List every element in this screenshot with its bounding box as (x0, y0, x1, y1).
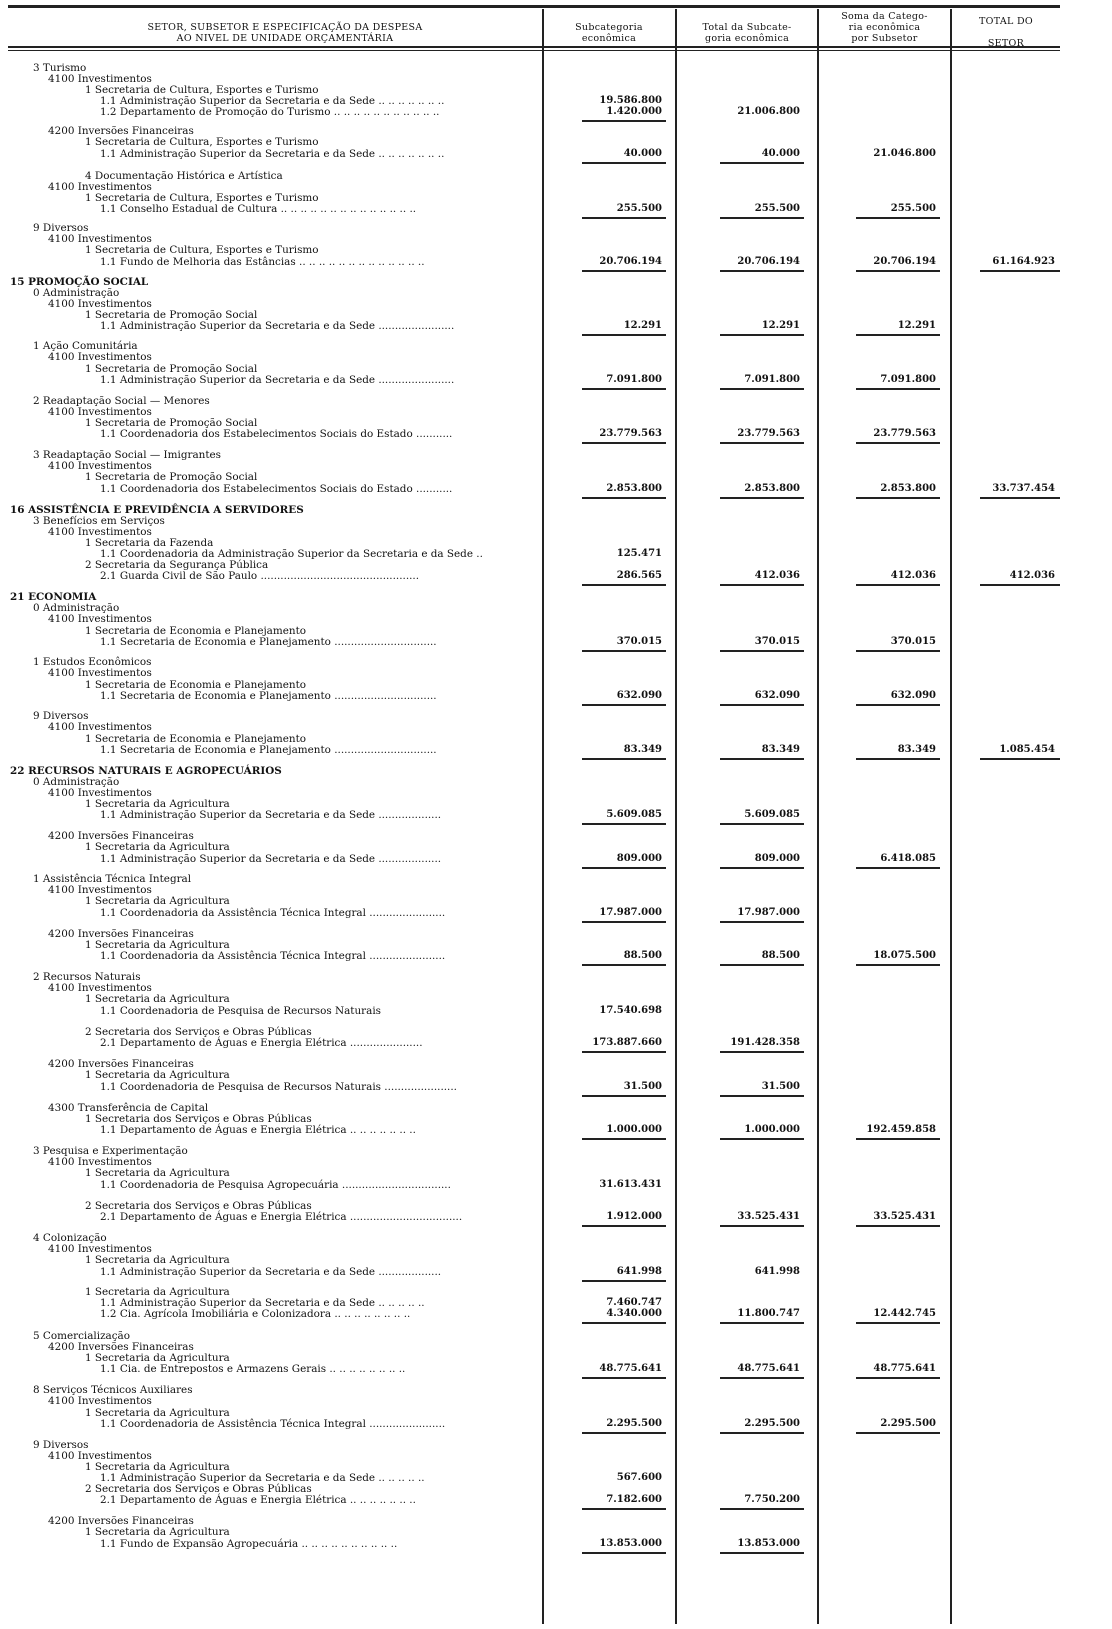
header-soma-line2: ria econômica (848, 22, 921, 33)
total-subcategoria-value: 23.779.563 (737, 428, 800, 439)
line-item-label: 1.1 Secretaria de Economia e Planejamento ............................... (100, 690, 437, 702)
line-item-label: 1.1 Administração Superior da Secretaria e da Sede .. .. .. .. .. .. .. (100, 95, 445, 107)
line-item-label: 4100 Investimentos (48, 73, 152, 85)
line-item-label: 1 Ação Comunitária (33, 340, 138, 352)
header-soma-categoria (819, 11, 950, 47)
line-item-label: 1.1 Administração Superior da Secretaria e da Sede .. .. .. .. .. .. .. (100, 148, 445, 160)
total-subcategoria-value: 11.800.747 (737, 1308, 800, 1319)
line-item-label: 1.1 Cia. de Entrepostos e Armazens Gerais .. .. .. .. .. .. .. .. (100, 1363, 406, 1375)
line-item-label: 1 Secretaria da Agricultura (85, 1167, 230, 1179)
line-item-label: 1.1 Fundo de Melhoria das Estâncias .. .. .. .. .. .. .. .. .. .. .. .. .. (100, 256, 425, 268)
subcategoria-value: 2.853.800 (606, 483, 662, 494)
subcategoria-value: 31.613.431 (599, 1179, 662, 1190)
subcategoria-value: 7.091.800 (606, 374, 662, 385)
total-underline (582, 442, 666, 444)
line-item-label: 1.1 Coordenadoria de Pesquisa de Recursos Naturais (100, 1005, 381, 1017)
line-item-label: 1.1 Coordenadoria da Assistência Técnica Integral ....................... (100, 950, 446, 962)
line-item-label: 4100 Investimentos (48, 982, 152, 994)
total-underline (720, 704, 804, 706)
total-underline (856, 334, 940, 336)
line-item-label: 4200 Inversões Financeiras (48, 1515, 194, 1527)
line-item-label: 2 Recursos Naturais (33, 971, 141, 983)
line-item-label: 1 Secretaria da Agricultura (85, 939, 230, 951)
subcategoria-value: 2.295.500 (606, 1418, 662, 1429)
line-item-label: 4100 Investimentos (48, 526, 152, 538)
total-underline (980, 758, 1060, 760)
total-subcategoria-value: 12.291 (761, 320, 800, 331)
line-item-label: 0 Administração (33, 287, 120, 299)
total-subcategoria-value: 21.006.800 (737, 106, 800, 117)
total-underline (582, 1138, 666, 1140)
line-item-label: 4100 Investimentos (48, 351, 152, 363)
column-divider (817, 9, 819, 1624)
line-item-label: 1 Secretaria da Agricultura (85, 895, 230, 907)
total-underline (720, 921, 804, 923)
line-item-label: 1.1 Administração Superior da Secretaria e da Sede .. .. .. .. .. (100, 1297, 425, 1309)
line-item-label: 4100 Investimentos (48, 1450, 152, 1462)
line-item-label: 4100 Investimentos (48, 1243, 152, 1255)
total-underline (582, 1051, 666, 1053)
line-item-label: 4200 Inversões Financeiras (48, 1058, 194, 1070)
line-item-label: 4100 Investimentos (48, 613, 152, 625)
subcategoria-value: 370.015 (616, 636, 662, 647)
line-item-label: 3 Benefícios em Serviços (33, 515, 165, 527)
total-underline (582, 704, 666, 706)
total-underline (720, 1432, 804, 1434)
total-subcategoria-value: 17.987.000 (737, 907, 800, 918)
total-underline (856, 704, 940, 706)
line-item-label: 2 Secretaria da Segurança Pública (85, 559, 269, 571)
line-item-label: 1.1 Coordenadoria de Pesquisa de Recursos Naturais ...................... (100, 1081, 457, 1093)
total-setor-value: 33.737.454 (992, 483, 1055, 494)
subcategoria-value: 286.565 (616, 570, 662, 581)
total-underline (720, 758, 804, 760)
line-item-label: 1.1 Departamento de Águas e Energia Elétrica .. .. .. .. .. .. .. (100, 1124, 416, 1136)
line-item-label: 1 Secretaria de Cultura, Esportes e Turismo (85, 136, 319, 148)
total-underline (856, 442, 940, 444)
line-item-label: 5 Comercialização (33, 1330, 131, 1342)
total-underline (856, 217, 940, 219)
soma-categoria-value: 412.036 (890, 570, 936, 581)
subcategoria-value: 20.706.194 (599, 256, 662, 267)
line-item-label: 4100 Investimentos (48, 233, 152, 245)
soma-categoria-value: 370.015 (890, 636, 936, 647)
line-item-label: 1.1 Coordenadoria da Assistência Técnica Integral ....................... (100, 907, 446, 919)
subcategoria-value: 567.600 (616, 1472, 662, 1483)
line-item-label: 4200 Inversões Financeiras (48, 125, 194, 137)
line-item-label: 1 Secretaria de Promoção Social (85, 309, 258, 321)
total-underline (720, 1225, 804, 1227)
total-underline (856, 388, 940, 390)
total-underline (856, 758, 940, 760)
total-underline (582, 120, 666, 122)
total-subcategoria-value: 13.853.000 (737, 1538, 800, 1549)
line-item-label: 2.1 Departamento de Águas e Energia Elétrica .. .. .. .. .. .. .. (100, 1494, 416, 1506)
subcategoria-value: 125.471 (616, 548, 662, 559)
header-total-setor-line2: SETOR (987, 38, 1025, 49)
line-item-label: 2.1 Departamento de Águas e Energia Elétrica ...................... (100, 1037, 423, 1049)
line-item-label: 1 Secretaria de Cultura, Esportes e Turismo (85, 244, 319, 256)
total-underline (582, 270, 666, 272)
subcategoria-value: 4.340.000 (606, 1308, 662, 1319)
line-item-label: 1.1 Coordenadoria de Pesquisa Agropecuária ................................. (100, 1179, 451, 1191)
line-item-label: 4100 Investimentos (48, 721, 152, 733)
soma-categoria-value: 2.853.800 (880, 483, 936, 494)
total-underline (720, 388, 804, 390)
total-underline (856, 270, 940, 272)
sector-heading: 21 ECONOMIA (10, 591, 97, 603)
total-underline (720, 1552, 804, 1554)
line-item-label: 1.1 Administração Superior da Secretaria e da Sede .. .. .. .. .. (100, 1472, 425, 1484)
line-item-label: 4200 Inversões Financeiras (48, 830, 194, 842)
subcategoria-value: 7.460.747 (606, 1297, 662, 1308)
total-underline (582, 867, 666, 869)
line-item-label: 1.1 Administração Superior da Secretaria e da Sede ................... (100, 853, 442, 865)
line-item-label: 4100 Investimentos (48, 667, 152, 679)
line-item-label: 1.1 Administração Superior da Secretaria e da Sede ................... (100, 1266, 442, 1278)
total-underline (582, 217, 666, 219)
total-underline (582, 162, 666, 164)
line-item-label: 1.1 Coordenadoria da Administração Superior da Secretaria e da Sede .. (100, 548, 483, 560)
total-subcategoria-value: 48.775.641 (737, 1363, 800, 1374)
total-underline (720, 650, 804, 652)
sector-heading: 15 PROMOÇÃO SOCIAL (10, 276, 149, 288)
soma-categoria-value: 6.418.085 (880, 853, 936, 864)
header-total-subcat-line1: Total da Subcate- (702, 22, 792, 33)
line-item-label: 4 Colonização (33, 1232, 107, 1244)
header-total-setor (952, 11, 1060, 47)
header-total-setor-line1: TOTAL DO (979, 16, 1033, 27)
total-underline (720, 1508, 804, 1510)
line-item-label: 4 Documentação Histórica e Artística (85, 170, 283, 182)
line-item-label: 3 Readaptação Social — Imigrantes (33, 449, 221, 461)
subcategoria-value: 1.912.000 (606, 1211, 662, 1222)
total-underline (856, 584, 940, 586)
total-underline (720, 867, 804, 869)
total-subcategoria-value: 412.036 (754, 570, 800, 581)
soma-categoria-value: 20.706.194 (873, 256, 936, 267)
header-total-subcat-line2: goria econômica (704, 33, 790, 44)
line-item-label: 9 Diversos (33, 1439, 89, 1451)
line-item-label: 1 Secretaria da Agricultura (85, 1254, 230, 1266)
line-item-label: 1 Secretaria de Economia e Planejamento (85, 679, 307, 691)
total-underline (720, 1138, 804, 1140)
subcategoria-value: 5.609.085 (606, 809, 662, 820)
line-item-label: 4100 Investimentos (48, 884, 152, 896)
line-item-label: 2.1 Guarda Civil de São Paulo ................................................ (100, 570, 420, 582)
soma-categoria-value: 48.775.641 (873, 1363, 936, 1374)
total-setor-value: 412.036 (1009, 570, 1055, 581)
total-underline (980, 584, 1060, 586)
line-item-label: 4100 Investimentos (48, 298, 152, 310)
line-item-label: 0 Administração (33, 602, 120, 614)
line-item-label: 1 Secretaria de Economia e Planejamento (85, 625, 307, 637)
line-item-label: 3 Turismo (33, 62, 87, 74)
column-divider (542, 9, 544, 1624)
line-item-label: 1.1 Conselho Estadual de Cultura .. .. .. .. .. .. .. .. .. .. .. .. .. .. (100, 203, 417, 215)
line-item-label: 4100 Investimentos (48, 1395, 152, 1407)
total-underline (856, 964, 940, 966)
line-item-label: 3 Pesquisa e Experimentação (33, 1145, 188, 1157)
line-item-label: 8 Serviços Técnicos Auxiliares (33, 1384, 193, 1396)
total-underline (720, 964, 804, 966)
line-item-label: 9 Diversos (33, 222, 89, 234)
total-subcategoria-value: 40.000 (761, 148, 800, 159)
header-soma-line1: Soma da Catego- (841, 11, 928, 22)
total-underline (856, 867, 940, 869)
line-item-label: 1 Secretaria da Agricultura (85, 993, 230, 1005)
total-subcategoria-value: 5.609.085 (744, 809, 800, 820)
total-underline (856, 1225, 940, 1227)
total-underline (856, 650, 940, 652)
line-item-label: 1 Secretaria de Economia e Planejamento (85, 733, 307, 745)
total-subcategoria-value: 1.000.000 (744, 1124, 800, 1135)
line-item-label: 1 Secretaria de Promoção Social (85, 471, 258, 483)
header-subcat-line1: Subcategoria (575, 22, 643, 33)
total-underline (582, 823, 666, 825)
line-item-label: 1.1 Fundo de Expansão Agropecuária .. .. .. .. .. .. .. .. .. .. (100, 1538, 398, 1550)
total-underline (582, 334, 666, 336)
subcategoria-value: 7.182.600 (606, 1494, 662, 1505)
total-underline (720, 270, 804, 272)
total-subcategoria-value: 191.428.358 (730, 1037, 800, 1048)
line-item-label: 1 Secretaria de Promoção Social (85, 417, 258, 429)
soma-categoria-value: 33.525.431 (873, 1211, 936, 1222)
total-underline (582, 1095, 666, 1097)
total-underline (856, 1138, 940, 1140)
total-subcategoria-value: 7.091.800 (744, 374, 800, 385)
line-item-label: 1 Secretaria de Cultura, Esportes e Turismo (85, 84, 319, 96)
total-underline (856, 1432, 940, 1434)
subcategoria-value: 632.090 (616, 690, 662, 701)
total-setor-value: 1.085.454 (999, 744, 1055, 755)
sector-heading: 22 RECURSOS NATURAIS E AGROPECUÁRIOS (10, 765, 282, 777)
line-item-label: 1.1 Administração Superior da Secretaria e da Sede ....................... (100, 320, 455, 332)
line-item-label: 1.1 Administração Superior da Secretaria e da Sede ................... (100, 809, 442, 821)
line-item-label: 1 Secretaria da Agricultura (85, 1407, 230, 1419)
total-subcategoria-value: 31.500 (761, 1081, 800, 1092)
total-underline (720, 1095, 804, 1097)
line-item-label: 4100 Investimentos (48, 460, 152, 472)
line-item-label: 1.1 Secretaria de Economia e Planejamento ............................... (100, 744, 437, 756)
line-item-label: 4300 Transferência de Capital (48, 1102, 209, 1114)
line-item-label: 9 Diversos (33, 710, 89, 722)
subcategoria-value: 88.500 (623, 950, 662, 961)
header-total-subcategoria (677, 22, 817, 58)
line-item-label: 4200 Inversões Financeiras (48, 928, 194, 940)
line-item-label: 1 Secretaria dos Serviços e Obras Públicas (85, 1113, 312, 1125)
line-item-label: 4100 Investimentos (48, 406, 152, 418)
soma-categoria-value: 12.291 (897, 320, 936, 331)
subcategoria-value: 19.586.800 (599, 95, 662, 106)
subcategoria-value: 48.775.641 (599, 1363, 662, 1374)
total-underline (582, 497, 666, 499)
subcategoria-value: 255.500 (616, 203, 662, 214)
total-underline (856, 1322, 940, 1324)
line-item-label: 1 Secretaria da Agricultura (85, 1286, 230, 1298)
top-rule (8, 5, 1060, 8)
subcategoria-value: 13.853.000 (599, 1538, 662, 1549)
line-item-label: 1.1 Coordenadoria dos Estabelecimentos Sociais do Estado ........... (100, 428, 453, 440)
total-underline (720, 497, 804, 499)
subcategoria-value: 1.420.000 (606, 106, 662, 117)
total-subcategoria-value: 83.349 (761, 744, 800, 755)
total-underline (582, 1322, 666, 1324)
subcategoria-value: 17.987.000 (599, 907, 662, 918)
line-item-label: 1.1 Coordenadoria dos Estabelecimentos Sociais do Estado ........... (100, 483, 453, 495)
total-underline (582, 1552, 666, 1554)
total-subcategoria-value: 255.500 (754, 203, 800, 214)
total-underline (582, 388, 666, 390)
line-item-label: 1 Secretaria da Agricultura (85, 1352, 230, 1364)
soma-categoria-value: 12.442.745 (873, 1308, 936, 1319)
header-specification (40, 22, 530, 58)
column-divider (950, 9, 952, 1624)
line-item-label: 1 Secretaria da Agricultura (85, 1461, 230, 1473)
line-item-label: 1 Assistência Técnica Integral (33, 873, 192, 885)
line-item-label: 2 Secretaria dos Serviços e Obras Públicas (85, 1026, 312, 1038)
header-subcat-line2: econômica (581, 33, 637, 44)
line-item-label: 1 Secretaria da Fazenda (85, 537, 214, 549)
subcategoria-value: 31.500 (623, 1081, 662, 1092)
total-underline (720, 217, 804, 219)
sector-heading: 16 ASSISTÊNCIA E PREVIDÊNCIA A SERVIDORES (10, 504, 304, 516)
total-underline (582, 921, 666, 923)
total-subcategoria-value: 809.000 (754, 853, 800, 864)
line-item-label: 1 Secretaria da Agricultura (85, 841, 230, 853)
line-item-label: 1 Secretaria da Agricultura (85, 1069, 230, 1081)
total-underline (720, 1322, 804, 1324)
soma-categoria-value: 21.046.800 (873, 148, 936, 159)
line-item-label: 4100 Investimentos (48, 1156, 152, 1168)
line-item-label: 4200 Inversões Financeiras (48, 1341, 194, 1353)
total-underline (582, 650, 666, 652)
line-item-label: 2 Secretaria dos Serviços e Obras Públicas (85, 1200, 312, 1212)
total-subcategoria-value: 641.998 (754, 1266, 800, 1277)
line-item-label: 1.2 Cia. Agrícola Imobiliária e Colonizadora .. .. .. .. .. .. .. .. (100, 1308, 411, 1320)
total-underline (582, 758, 666, 760)
subcategoria-value: 23.779.563 (599, 428, 662, 439)
total-underline (720, 823, 804, 825)
header-spec-line2: AO NIVEL DE UNIDADE ORÇAMENTÁRIA (176, 33, 394, 44)
total-underline (856, 1377, 940, 1379)
total-setor-value: 61.164.923 (992, 256, 1055, 267)
line-item-label: 2.1 Departamento de Águas e Energia Elétrica .................................. (100, 1211, 463, 1223)
line-item-label: 1.1 Administração Superior da Secretaria e da Sede ....................... (100, 374, 455, 386)
line-item-label: 4100 Investimentos (48, 787, 152, 799)
line-item-label: 4100 Investimentos (48, 181, 152, 193)
line-item-label: 1 Secretaria de Promoção Social (85, 363, 258, 375)
line-item-label: 1.2 Departamento de Promoção do Turismo .. .. .. .. .. .. .. .. .. .. .. (100, 106, 440, 118)
subcategoria-value: 173.887.660 (592, 1037, 662, 1048)
soma-categoria-value: 2.295.500 (880, 1418, 936, 1429)
subcategoria-value: 809.000 (616, 853, 662, 864)
line-item-label: 1 Secretaria da Agricultura (85, 798, 230, 810)
total-subcategoria-value: 88.500 (761, 950, 800, 961)
header-spec-line1: SETOR, SUBSETOR E ESPECIFICAÇÃO DA DESPESA (147, 22, 423, 33)
subcategoria-value: 83.349 (623, 744, 662, 755)
soma-categoria-value: 192.459.858 (866, 1124, 936, 1135)
subcategoria-value: 1.000.000 (606, 1124, 662, 1135)
subcategoria-value: 641.998 (616, 1266, 662, 1277)
total-subcategoria-value: 33.525.431 (737, 1211, 800, 1222)
total-underline (720, 1377, 804, 1379)
line-item-label: 1 Estudos Econômicos (33, 656, 152, 668)
total-underline (582, 1225, 666, 1227)
total-subcategoria-value: 370.015 (754, 636, 800, 647)
total-underline (582, 1432, 666, 1434)
total-underline (582, 1377, 666, 1379)
total-underline (720, 334, 804, 336)
soma-categoria-value: 23.779.563 (873, 428, 936, 439)
subcategoria-value: 12.291 (623, 320, 662, 331)
total-underline (980, 497, 1060, 499)
header-subcategoria (544, 22, 674, 58)
soma-categoria-value: 632.090 (890, 690, 936, 701)
column-divider (675, 9, 677, 1624)
header-soma-line3: por Subsetor (851, 33, 918, 44)
total-underline (720, 162, 804, 164)
total-subcategoria-value: 2.853.800 (744, 483, 800, 494)
line-item-label: 1 Secretaria da Agricultura (85, 1526, 230, 1538)
soma-categoria-value: 18.075.500 (873, 950, 936, 961)
total-subcategoria-value: 20.706.194 (737, 256, 800, 267)
total-underline (856, 497, 940, 499)
line-item-label: 2 Readaptação Social — Menores (33, 395, 210, 407)
subcategoria-value: 40.000 (623, 148, 662, 159)
line-item-label: 0 Administração (33, 776, 120, 788)
total-subcategoria-value: 632.090 (754, 690, 800, 701)
total-underline (582, 964, 666, 966)
total-underline (720, 584, 804, 586)
line-item-label: 2 Secretaria dos Serviços e Obras Públicas (85, 1483, 312, 1495)
soma-categoria-value: 7.091.800 (880, 374, 936, 385)
subcategoria-value: 17.540.698 (599, 1005, 662, 1016)
soma-categoria-value: 255.500 (890, 203, 936, 214)
total-underline (720, 1051, 804, 1053)
soma-categoria-value: 83.349 (897, 744, 936, 755)
line-item-label: 1.1 Coordenadoria de Assistência Técnica Integral ....................... (100, 1418, 446, 1430)
line-item-label: 1.1 Secretaria de Economia e Planejamento ............................... (100, 636, 437, 648)
total-subcategoria-value: 2.295.500 (744, 1418, 800, 1429)
total-underline (582, 584, 666, 586)
line-item-label: 1 Secretaria de Cultura, Esportes e Turismo (85, 192, 319, 204)
total-subcategoria-value: 7.750.200 (744, 1494, 800, 1505)
total-underline (980, 270, 1060, 272)
total-underline (582, 1280, 666, 1282)
total-underline (720, 442, 804, 444)
total-underline (582, 1508, 666, 1510)
